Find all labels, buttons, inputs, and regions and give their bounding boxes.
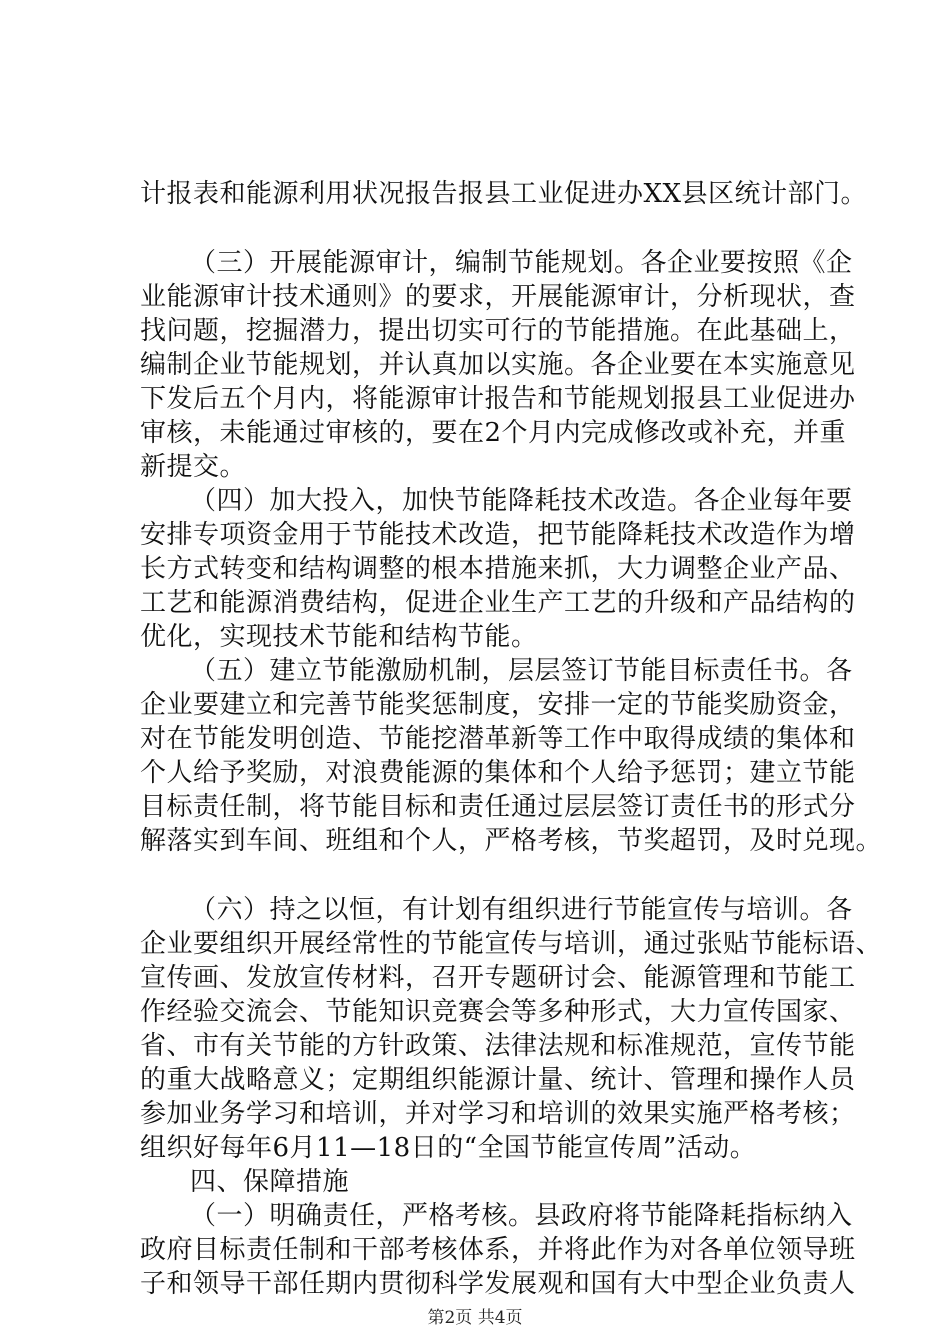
text-line: 企业要组织开展经常性的节能宣传与培训，通过张贴节能标语、 bbox=[140, 929, 883, 959]
text-line: 工艺和能源消费结构，促进企业生产工艺的升级和产品结构的 bbox=[140, 588, 856, 618]
text-line: 找问题，挖掘潜力，提出切实可行的节能措施。在此基础上， bbox=[140, 316, 856, 346]
text-line: 编制企业节能规划，并认真加以实施。各企业要在本实施意见 bbox=[140, 350, 856, 380]
text-line: 对在节能发明创造、节能挖潜革新等工作中取得成绩的集体和 bbox=[140, 724, 856, 754]
text-line: 作经验交流会、节能知识竞赛会等多种形式，大力宣传国家、 bbox=[140, 997, 856, 1027]
text-line: 审核，未能通过审核的，要在2个月内完成修改或补充，并重 bbox=[140, 418, 847, 448]
text-line: 新提交。 bbox=[140, 452, 247, 482]
text-line: （四）加大投入，加快节能降耗技术改造。各企业每年要 bbox=[190, 486, 853, 516]
text-line: （三）开展能源审计，编制节能规划。各企业要按照《企 bbox=[190, 248, 853, 278]
text-line: （一）明确责任，严格考核。县政府将节能降耗指标纳入 bbox=[190, 1201, 853, 1231]
text-line: 参加业务学习和培训，并对学习和培训的效果实施严格考核； bbox=[140, 1099, 856, 1129]
text-line: 计报表和能源利用状况报告报县工业促进办XX县区统计部门。 bbox=[140, 179, 868, 209]
text-line: 安排专项资金用于节能技术改造，把节能降耗技术改造作为增 bbox=[140, 520, 856, 550]
text-line: 长方式转变和结构调整的根本措施来抓，大力调整企业产品、 bbox=[140, 554, 856, 584]
text-line: 组织好每年6月11—18日的“全国节能宣传周”活动。 bbox=[140, 1133, 757, 1163]
text-line: 业能源审计技术通则》的要求，开展能源审计，分析现状，查 bbox=[140, 282, 856, 312]
text-line: 子和领导干部任期内贯彻科学发展观和国有大中型企业负责人 bbox=[140, 1269, 856, 1299]
text-line: 解落实到车间、班组和个人，严格考核，节奖超罚，及时兑现。 bbox=[140, 826, 883, 856]
text-line: 的重大战略意义；定期组织能源计量、统计、管理和操作人员 bbox=[140, 1065, 856, 1095]
text-line: 企业要建立和完善节能奖惩制度，安排一定的节能奖励资金， bbox=[140, 690, 856, 720]
text-line: 目标责任制，将节能目标和责任通过层层签订责任书的形式分 bbox=[140, 792, 856, 822]
page-footer: 第2页 共4页 bbox=[427, 1308, 523, 1328]
text-line: 政府目标责任制和干部考核体系，并将此作为对各单位领导班 bbox=[140, 1235, 856, 1265]
text-line: 优化，实现技术节能和结构节能。 bbox=[140, 622, 538, 652]
text-line: （五）建立节能激励机制，层层签订节能目标责任书。各 bbox=[190, 656, 853, 686]
text-line: 宣传画、发放宣传材料，召开专题研讨会、能源管理和节能工 bbox=[140, 963, 856, 993]
text-line: （六）持之以恒，有计划有组织进行节能宣传与培训。各 bbox=[190, 895, 853, 925]
text-line: 下发后五个月内，将能源审计报告和节能规划报县工业促进办 bbox=[140, 384, 856, 414]
section-heading: 四、保障措施 bbox=[190, 1167, 350, 1197]
text-line: 省、市有关节能的方针政策、法律法规和标准规范，宣传节能 bbox=[140, 1031, 856, 1061]
text-line: 个人给予奖励，对浪费能源的集体和个人给予惩罚；建立节能 bbox=[140, 758, 856, 788]
